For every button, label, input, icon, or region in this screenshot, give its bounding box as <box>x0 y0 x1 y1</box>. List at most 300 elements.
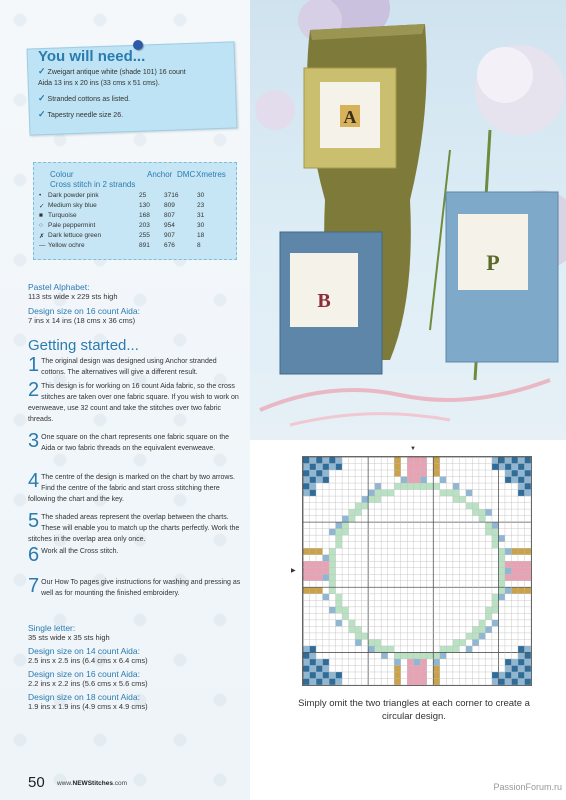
chart-stitch <box>388 646 395 653</box>
chart-stitch <box>518 587 525 594</box>
header-colour: Colour <box>50 170 74 179</box>
chart-stitch <box>524 457 531 464</box>
chart-stitch <box>316 470 323 477</box>
chart-stitch <box>407 665 414 672</box>
step-5 <box>28 512 243 545</box>
step-7 <box>28 577 243 599</box>
chart-stitch <box>316 587 323 594</box>
chart-stitch <box>310 665 317 672</box>
step-number: 3 <box>28 430 40 452</box>
chart-stitch <box>511 548 518 555</box>
chart-stitch <box>433 678 440 685</box>
chart-stitch <box>498 594 505 601</box>
chart-stitch <box>407 457 414 464</box>
chart-stitch <box>310 464 317 471</box>
size-14-label: Design size on 14 count Aida: <box>28 646 140 656</box>
chart-stitch <box>505 464 512 471</box>
chart-stitch <box>329 529 336 536</box>
chart-stitch <box>420 483 427 490</box>
chart-stitch <box>362 496 369 503</box>
chart-stitch <box>303 652 310 659</box>
thread-metres: 8 <box>197 242 201 249</box>
chart-stitch <box>427 652 434 659</box>
chart-stitch <box>381 652 388 659</box>
chart-stitch <box>524 659 531 666</box>
chart-stitch <box>355 626 362 633</box>
chart-stitch <box>420 464 427 471</box>
chart-stitch <box>498 464 505 471</box>
chart-stitch <box>420 477 427 484</box>
chart-stitch <box>368 496 375 503</box>
step-text: This design is for working on 16 count Aida fabric, so the cross stitches are taken over one fabric square. If you wish to work on evenweave, use 32 count and take the stitches over two fabric threads. <box>28 383 239 423</box>
cross-stitch-chart <box>302 456 532 686</box>
thread-name: Yellow ochre <box>48 242 85 249</box>
page-number: 50 <box>28 774 45 791</box>
chart-stitch <box>329 555 336 562</box>
chart-stitch <box>414 659 421 666</box>
watermark: PassionForum.ru <box>493 782 562 792</box>
chart-stitch <box>492 594 499 601</box>
chart-stitch <box>349 626 356 633</box>
pastel-alphabet-size: 113 sts wide x 229 sts high <box>28 292 118 301</box>
chart-stitch <box>511 665 518 672</box>
chart-stitch <box>303 490 310 497</box>
size-16-label: Design size on 16 count Aida: <box>28 669 140 679</box>
getting-started-title: Getting started... <box>28 337 139 354</box>
chart-stitch <box>310 568 317 575</box>
pastel-alphabet-label: Pastel Alphabet: <box>28 282 90 292</box>
single-letter-label: Single letter: <box>28 623 76 633</box>
step-text: The original design was designed using Anchor stranded cottons. The alternatives will give a different result. <box>41 358 217 376</box>
step-6 <box>28 546 243 565</box>
chart-stitch <box>310 483 317 490</box>
project-photo <box>250 0 566 440</box>
chart-stitch <box>518 574 525 581</box>
chart-stitch <box>310 672 317 679</box>
chart-stitch <box>433 464 440 471</box>
chart-stitch <box>459 496 466 503</box>
chart-stitch <box>414 652 421 659</box>
chart-stitch <box>323 574 330 581</box>
chart-stitch <box>310 561 317 568</box>
chart-stitch <box>310 457 317 464</box>
step-text: The centre of the design is marked on the chart by two arrows. Find the centre of the fabric and start cross stitching there following the chart and the key. <box>28 474 235 503</box>
step-text: Our How To pages give instructions for washing and pressing as well as for mounting the finished embroidery. <box>41 579 241 597</box>
chart-stitch <box>323 665 330 672</box>
chart-stitch <box>394 659 401 666</box>
chart-stitch <box>336 464 343 471</box>
chart-stitch <box>414 678 421 685</box>
footer-brand: www.NEWStitches.com <box>57 780 128 787</box>
chart-stitch <box>407 652 414 659</box>
chart-stitch <box>336 529 343 536</box>
chart-stitch <box>310 678 317 685</box>
chart-stitch <box>453 646 460 653</box>
chart-stitch <box>303 672 310 679</box>
chart-stitch <box>440 490 447 497</box>
chart-stitch <box>316 477 323 484</box>
chart-stitch <box>323 672 330 679</box>
chart-stitch <box>505 568 512 575</box>
chart-stitch <box>524 548 531 555</box>
chart-stitch <box>433 652 440 659</box>
chart-stitch <box>440 652 447 659</box>
chart-stitch <box>440 646 447 653</box>
chart-stitch <box>479 633 486 640</box>
chart-stitch <box>518 464 525 471</box>
chart-stitch <box>414 483 421 490</box>
chart-stitch <box>518 490 525 497</box>
card-a-letter: A <box>343 107 357 127</box>
chart-stitch <box>362 503 369 510</box>
chart-stitch <box>303 464 310 471</box>
chart-stitch <box>336 620 343 627</box>
chart-stitch <box>303 483 310 490</box>
chart-stitch <box>485 529 492 536</box>
chart-stitch <box>375 646 382 653</box>
chart-stitch <box>511 678 518 685</box>
chart-stitch <box>505 574 512 581</box>
chart-stitch <box>316 561 323 568</box>
chart-stitch <box>381 490 388 497</box>
header-dmc: DMC <box>177 170 196 179</box>
chart-stitch <box>310 548 317 555</box>
chart-stitch <box>323 594 330 601</box>
chart-stitch <box>485 607 492 614</box>
thread-symbol: — <box>39 242 46 249</box>
chart-stitch <box>524 470 531 477</box>
chart-stitch <box>329 574 336 581</box>
chart-stitch <box>303 574 310 581</box>
pastel-design-label: Design size on 16 count Aida: <box>28 306 140 316</box>
chart-stitch <box>329 587 336 594</box>
ribbon <box>260 380 550 410</box>
chart-stitch <box>505 678 512 685</box>
chart-stitch <box>401 483 408 490</box>
chart-stitch <box>303 659 310 666</box>
chart-stitch <box>511 464 518 471</box>
chart-stitch <box>303 548 310 555</box>
chart-stitch <box>394 457 401 464</box>
chart-stitch <box>505 548 512 555</box>
chart-stitch <box>524 646 531 653</box>
step-number: 1 <box>28 354 40 376</box>
chart-stitch <box>362 633 369 640</box>
chart-stitch <box>323 477 330 484</box>
chart-stitch <box>336 542 343 549</box>
chart-stitch <box>342 607 349 614</box>
chart-stitch <box>492 522 499 529</box>
thread-dmc: 676 <box>164 242 175 249</box>
chart-stitch <box>498 555 505 562</box>
chart-stitch <box>303 561 310 568</box>
chart-stitch <box>420 672 427 679</box>
chart-stitch <box>453 496 460 503</box>
chart-stitch <box>492 607 499 614</box>
chart-stitch <box>394 483 401 490</box>
chart-stitch <box>355 633 362 640</box>
chart-stitch <box>323 457 330 464</box>
chart-stitch <box>524 574 531 581</box>
thread-dmc: 3716 <box>164 192 179 199</box>
chart-stitch <box>394 464 401 471</box>
chart-stitch <box>414 457 421 464</box>
chart-grid <box>303 457 531 685</box>
chart-stitch <box>342 529 349 536</box>
chart-stitch <box>511 672 518 679</box>
chart-stitch <box>420 470 427 477</box>
chart-stitch <box>323 568 330 575</box>
chart-stitch <box>407 470 414 477</box>
step-1 <box>28 356 243 378</box>
chart-stitch <box>485 509 492 516</box>
thread-dmc: 809 <box>164 202 175 209</box>
chart-stitch <box>310 652 317 659</box>
chart-stitch <box>524 464 531 471</box>
thread-key-subtitle: Cross stitch in 2 strands <box>50 180 136 189</box>
chart-stitch <box>336 594 343 601</box>
chart-stitch <box>310 659 317 666</box>
chart-stitch <box>498 561 505 568</box>
thread-anchor: 891 <box>139 242 150 249</box>
chart-stitch <box>349 516 356 523</box>
thread-symbol: ✓ <box>39 203 45 210</box>
thread-dmc: 907 <box>164 232 175 239</box>
size-14-value: 2.5 ins x 2.5 ins (6.4 cms x 6.4 cms) <box>28 656 148 665</box>
chart-stitch <box>518 646 525 653</box>
chart-stitch <box>440 477 447 484</box>
thread-anchor: 25 <box>139 192 147 199</box>
chart-stitch <box>433 470 440 477</box>
step-text: One square on the chart represents one fabric square on the Aida or two fabric threads on the equivalent evenweave. <box>41 434 230 452</box>
chart-stitch <box>420 678 427 685</box>
chart-stitch <box>524 678 531 685</box>
thread-symbol: ○ <box>39 222 43 229</box>
thread-symbol: • <box>39 192 42 199</box>
chart-stitch <box>323 555 330 562</box>
chart-stitch <box>492 672 499 679</box>
chart-stitch <box>329 464 336 471</box>
chart-stitch <box>336 457 343 464</box>
thread-dmc: 807 <box>164 212 175 219</box>
thread-metres: 23 <box>197 202 205 209</box>
chart-stitch <box>394 672 401 679</box>
thread-metres: 30 <box>197 192 205 199</box>
step-number: 4 <box>28 470 40 492</box>
chart-stitch <box>518 457 525 464</box>
chart-stitch <box>518 470 525 477</box>
chart-stitch <box>303 477 310 484</box>
chart-stitch <box>485 626 492 633</box>
chart-stitch <box>401 652 408 659</box>
chart-stitch <box>303 665 310 672</box>
thread-row <box>39 192 229 201</box>
chart-stitch <box>498 574 505 581</box>
chart-stitch <box>329 607 336 614</box>
chart-stitch <box>524 483 531 490</box>
chart-stitch <box>511 659 518 666</box>
chart-stitch <box>492 529 499 536</box>
chart-stitch <box>492 600 499 607</box>
chart-stitch <box>349 620 356 627</box>
chart-stitch <box>336 672 343 679</box>
chart-stitch <box>524 587 531 594</box>
chart-stitch <box>472 626 479 633</box>
chart-stitch <box>518 665 525 672</box>
tick-icon: ✓ <box>38 109 46 119</box>
chart-stitch <box>498 457 505 464</box>
header-metres: Xmetres <box>196 170 226 179</box>
chart-stitch <box>420 665 427 672</box>
thread-row <box>39 222 229 231</box>
chart-stitch <box>498 535 505 542</box>
thread-row <box>39 212 229 221</box>
chart-stitch <box>329 672 336 679</box>
chart-stitch <box>303 568 310 575</box>
chart-stitch <box>329 581 336 588</box>
chart-stitch <box>505 470 512 477</box>
chart-stitch <box>407 483 414 490</box>
chart-stitch <box>316 672 323 679</box>
chart-stitch <box>479 509 486 516</box>
chart-stitch <box>401 477 408 484</box>
thread-anchor: 130 <box>139 202 150 209</box>
chart-stitch <box>433 483 440 490</box>
chart-stitch <box>433 672 440 679</box>
card-b-letter: B <box>317 290 331 312</box>
step-text: The shaded areas represent the overlap between the charts. These will enable you to match up the charts perfectly. Work the stitches in the overlap area only once. <box>28 514 240 543</box>
chart-stitch <box>310 587 317 594</box>
chart-stitch <box>420 659 427 666</box>
chart-stitch <box>492 464 499 471</box>
chart-stitch <box>316 659 323 666</box>
chart-stitch <box>511 561 518 568</box>
chart-stitch <box>414 665 421 672</box>
chart-stitch <box>518 678 525 685</box>
chart-stitch <box>303 587 310 594</box>
thread-name: Dark powder pink <box>48 192 99 199</box>
chart-stitch <box>518 659 525 666</box>
step-number: 2 <box>28 379 40 401</box>
chart-stitch <box>492 457 499 464</box>
chart-stitch <box>342 516 349 523</box>
chart-stitch <box>433 665 440 672</box>
you-will-need-title: You will need... <box>38 48 146 65</box>
chart-stitch <box>303 470 310 477</box>
chart-stitch <box>505 587 512 594</box>
chart-stitch <box>394 470 401 477</box>
chart-stitch <box>310 477 317 484</box>
chart-stitch <box>342 613 349 620</box>
need-item: ✓ Zweigart antique white (shade 101) 16 count Aida 13 ins x 20 ins (33 cms x 51 cms). <box>38 66 186 87</box>
thread-anchor: 203 <box>139 222 150 229</box>
chart-stitch <box>498 672 505 679</box>
chart-stitch <box>524 490 531 497</box>
chart-stitch <box>316 464 323 471</box>
chart-stitch <box>375 496 382 503</box>
chart-stitch <box>310 574 317 581</box>
chart-stitch <box>316 568 323 575</box>
chart-stitch <box>511 477 518 484</box>
chart-stitch <box>368 646 375 653</box>
chart-stitch <box>511 587 518 594</box>
chart-stitch <box>472 509 479 516</box>
chart-stitch <box>524 672 531 679</box>
chart-stitch <box>394 652 401 659</box>
thread-metres: 18 <box>197 232 205 239</box>
size-18-label: Design size on 18 count Aida: <box>28 692 140 702</box>
chart-stitch <box>518 483 525 490</box>
chart-stitch <box>511 457 518 464</box>
thread-metres: 31 <box>197 212 205 219</box>
step-number: 6 <box>28 544 40 566</box>
chart-stitch <box>505 477 512 484</box>
chart-stitch <box>329 678 336 685</box>
step-4 <box>28 472 243 505</box>
need-item: ✓ Tapestry needle size 26. <box>38 109 124 119</box>
step-number: 7 <box>28 575 40 597</box>
card-p-letter: P <box>486 250 500 275</box>
step-number: 5 <box>28 510 40 532</box>
chart-stitch <box>355 639 362 646</box>
chart-stitch <box>316 574 323 581</box>
chart-stitch <box>388 490 395 497</box>
chart-stitch <box>407 672 414 679</box>
chart-stitch <box>524 561 531 568</box>
chart-stitch <box>472 503 479 510</box>
chart-stitch <box>407 659 414 666</box>
chart-stitch <box>407 464 414 471</box>
chart-stitch <box>368 639 375 646</box>
chart-stitch <box>492 535 499 542</box>
chart-stitch <box>505 672 512 679</box>
center-arrow-left-icon: ▶ <box>291 568 296 574</box>
chart-stitch <box>316 548 323 555</box>
chart-stitch <box>498 678 505 685</box>
chart-stitch <box>505 659 512 666</box>
chart-stitch <box>524 665 531 672</box>
thread-symbol: ✗ <box>39 233 45 240</box>
chart-stitch <box>420 457 427 464</box>
pastel-alphabet-info <box>28 282 140 326</box>
chart-stitch <box>355 509 362 516</box>
chart-stitch <box>323 464 330 471</box>
step-text: Work all the Cross stitch. <box>41 548 119 555</box>
chart-stitch <box>511 574 518 581</box>
thread-row <box>39 202 229 211</box>
thread-name: Medium sky blue <box>48 202 97 209</box>
pastel-design-value: 7 ins x 14 ins (18 cms x 36 cms) <box>28 316 136 325</box>
thread-row <box>39 242 229 251</box>
tick-icon: ✓ <box>38 66 46 76</box>
chart-stitch <box>505 561 512 568</box>
chart-stitch <box>336 522 343 529</box>
chart-stitch <box>524 568 531 575</box>
size-16-value: 2.2 ins x 2.2 ins (5.6 cms x 5.6 cms) <box>28 679 148 688</box>
chart-stitch <box>375 490 382 497</box>
chart-stitch <box>505 457 512 464</box>
chart-stitch <box>310 646 317 653</box>
thread-anchor: 168 <box>139 212 150 219</box>
chart-caption: Simply omit the two triangles at each corner to create a circular design. <box>298 698 530 722</box>
chart-stitch <box>453 490 460 497</box>
chart-stitch <box>472 633 479 640</box>
chart-stitch <box>498 587 505 594</box>
chart-stitch <box>316 678 323 685</box>
chart-stitch <box>336 535 343 542</box>
size-18-value: 1.9 ins x 1.9 ins (4.9 cms x 4.9 cms) <box>28 702 148 711</box>
chart-stitch <box>349 509 356 516</box>
